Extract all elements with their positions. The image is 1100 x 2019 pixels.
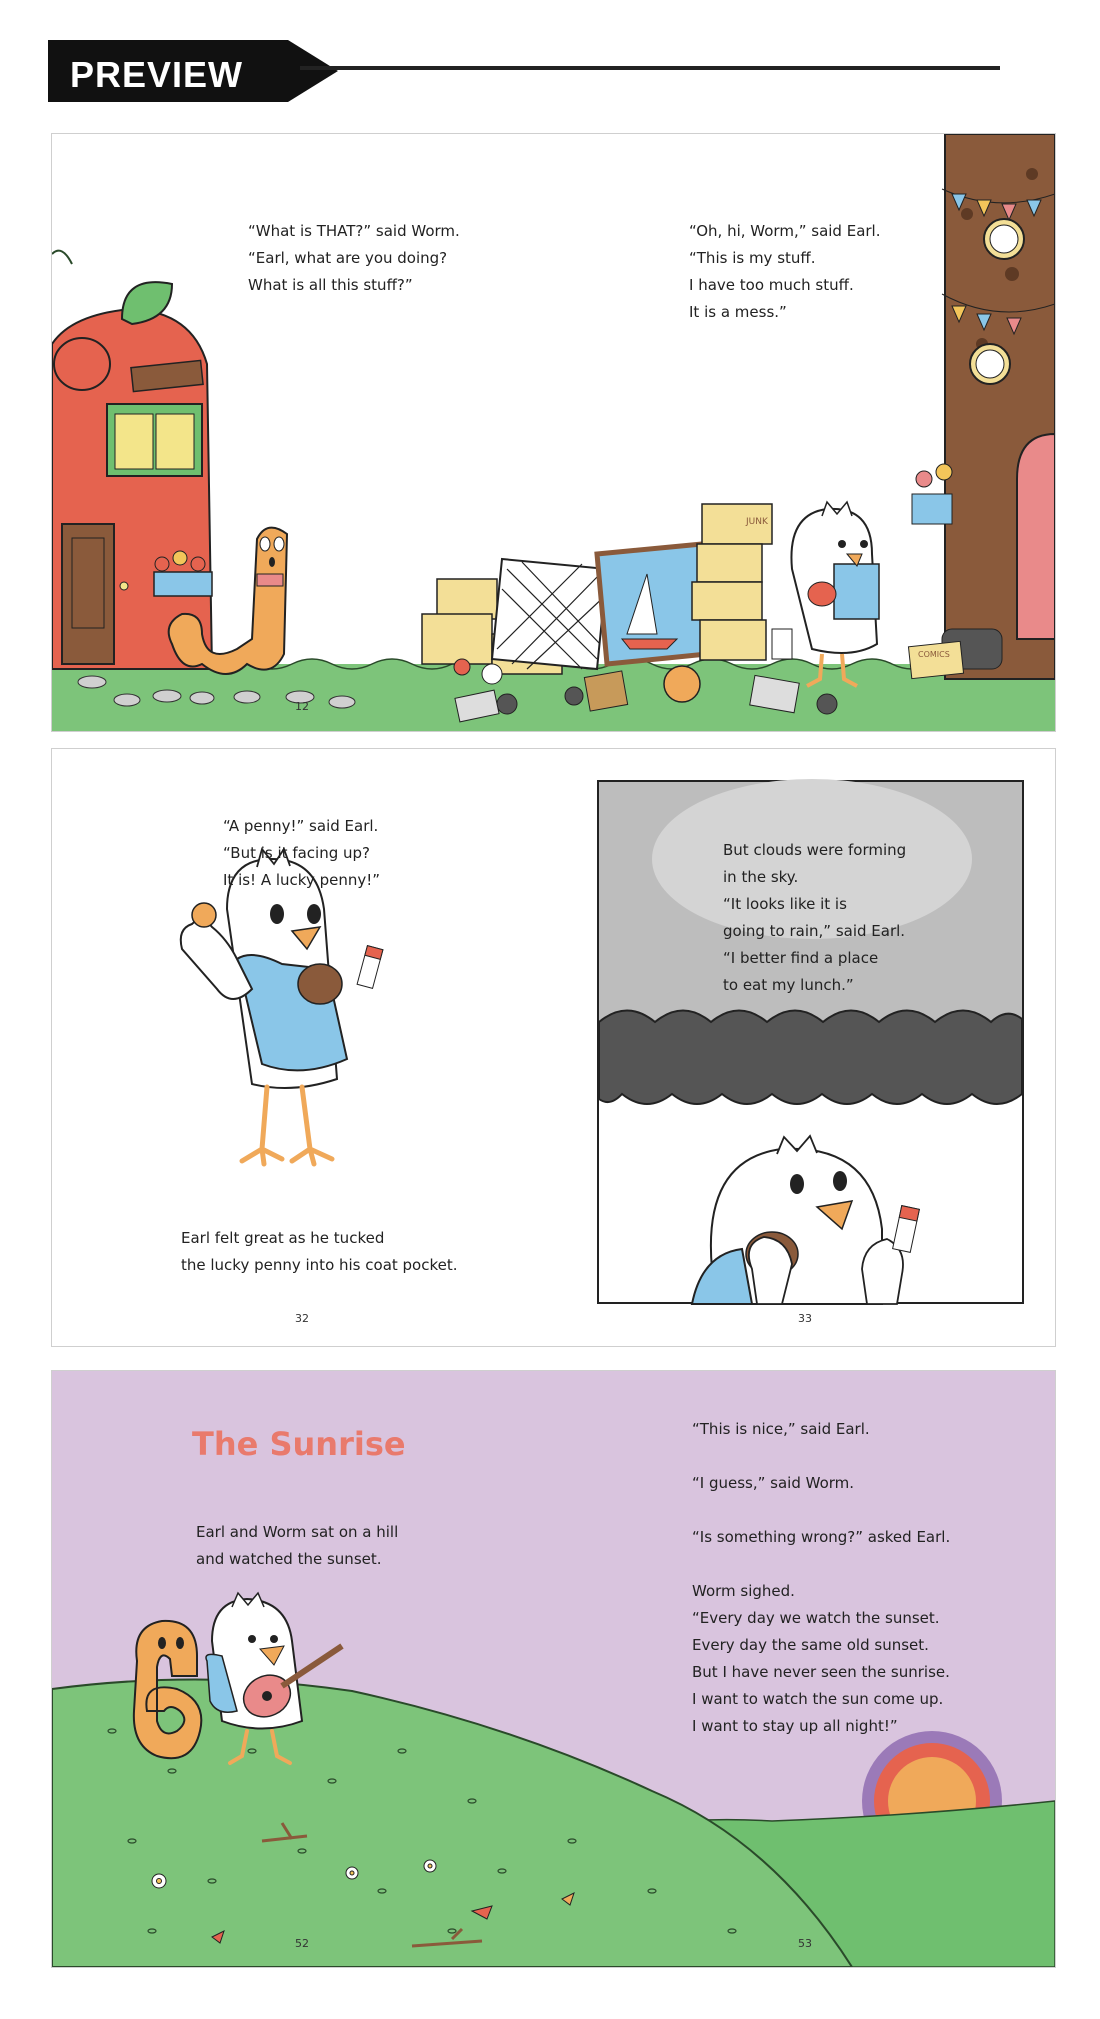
page-number-left: 12 [295,700,309,713]
text-line: “This is nice,” said Earl. [692,1420,870,1438]
spread1-right-text [689,218,880,326]
text-line: in the sky. [723,868,799,886]
text-line [692,1443,950,1470]
page-number-right: 53 [798,1937,812,1950]
text-line: going to rain,” said Earl. [723,922,906,940]
text-line: “What is THAT?” said Worm. [248,222,460,240]
text-line: “It looks like it is [723,895,847,913]
text-line: “Every day we watch the sunset. [692,1609,940,1627]
text-line: What is all this stuff?” [248,276,413,294]
box-label-junk: JUNK [746,517,768,527]
spread2-left-bottom-text [181,1225,458,1279]
spread3-left-text [196,1519,398,1573]
spread2-left-top-text [223,813,380,894]
text-line: “I better find a place [723,949,879,967]
spread-pages-12-13 [51,133,1056,732]
spread-pages-32-33 [51,748,1056,1347]
spread1-illustration [52,134,1055,731]
page-number-left: 32 [295,1312,309,1325]
text-line: It is a mess.” [689,303,787,321]
text-line: But clouds were forming [723,841,907,859]
page-number-right: 33 [798,1312,812,1325]
text-line: “Is something wrong?” asked Earl. [692,1528,951,1546]
text-line: “This is my stuff. [689,249,816,267]
text-line: “A penny!” said Earl. [223,817,379,835]
text-line: I want to stay up all night!” [692,1717,898,1735]
preview-banner [48,40,338,102]
box-label-comics: COMICS [918,650,950,659]
preview-label: PREVIEW [70,54,244,95]
text-line: the lucky penny into his coat pocket. [181,1256,458,1274]
text-line [692,1497,950,1524]
page-number-left: 52 [295,1937,309,1950]
text-line: “Oh, hi, Worm,” said Earl. [689,222,881,240]
chapter-title: The Sunrise [192,1425,406,1463]
text-line: Earl and Worm sat on a hill [196,1523,399,1541]
text-line: Earl felt great as he tucked [181,1229,385,1247]
text-line: “But is it facing up? [223,844,370,862]
text-line: “Earl, what are you doing? [248,249,448,267]
text-line: It is! A lucky penny!” [223,871,381,889]
spread3-right-text [692,1416,950,1740]
text-line: I have too much stuff. [689,276,854,294]
text-line: “I guess,” said Worm. [692,1474,855,1492]
text-line: I want to watch the sun come up. [692,1690,944,1708]
text-line [692,1551,950,1578]
text-line: to eat my lunch.” [723,976,854,994]
spread1-left-text [248,218,460,299]
preview-rule [300,66,1000,70]
spread2-right-text [723,837,906,999]
text-line: Every day the same old sunset. [692,1636,929,1654]
text-line: and watched the sunset. [196,1550,382,1568]
spread-pages-52-53 [51,1370,1056,1968]
text-line: But I have never seen the sunrise. [692,1663,950,1681]
text-line: Worm sighed. [692,1582,795,1600]
